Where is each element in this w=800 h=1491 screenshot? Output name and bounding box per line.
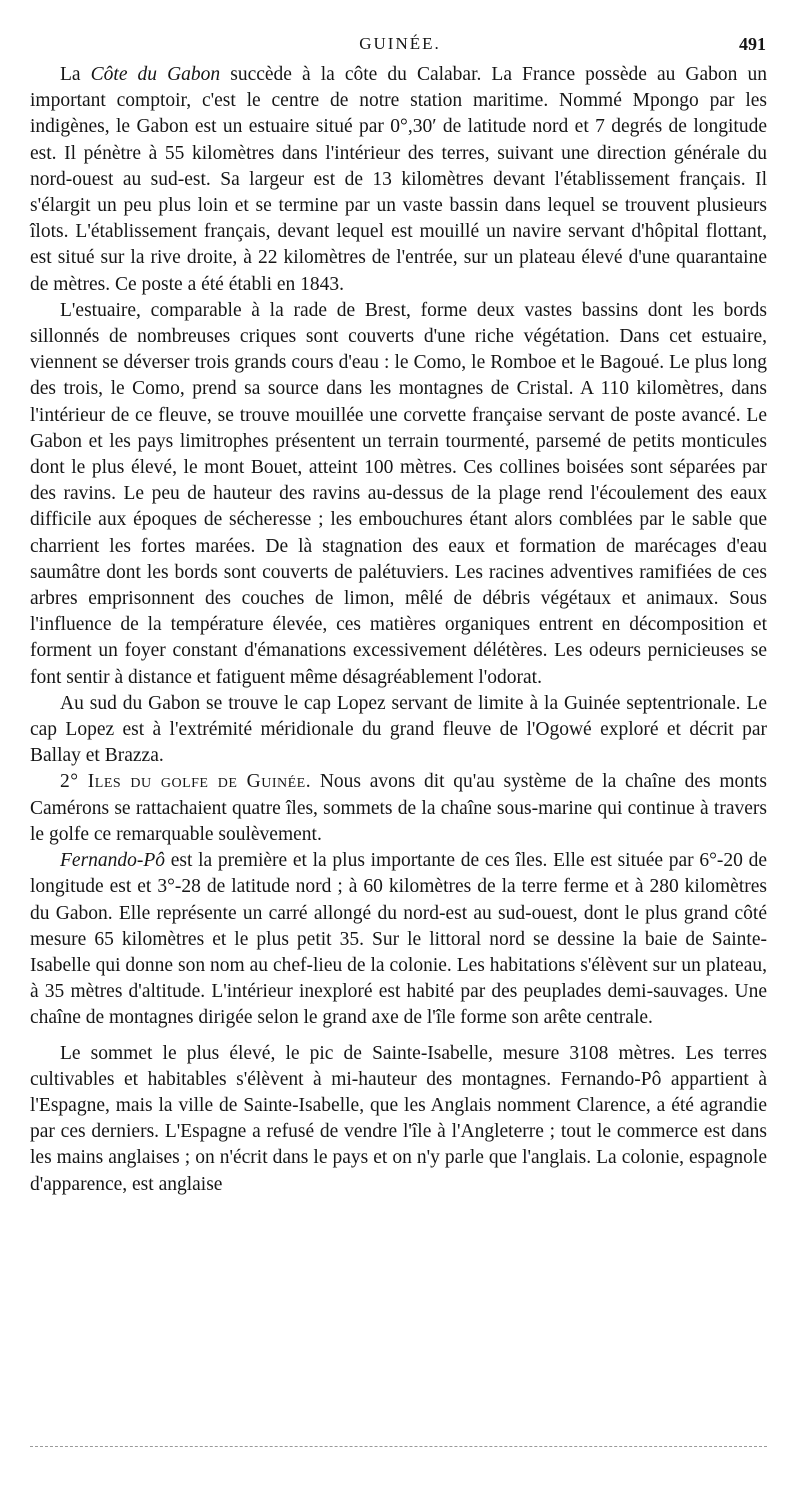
paragraph-fernando-po (30, 848, 767, 1031)
paragraph-cote-du-gabon (30, 62, 767, 298)
bottom-rule (30, 1446, 767, 1447)
running-head (0, 32, 800, 56)
section-heading: 2° Iles du golfe de Guinée. (60, 771, 312, 793)
body-text (30, 62, 767, 1198)
paragraph-text: Au sud du Gabon se trouve le cap Lopez servant de limite à la Guinée septentrionale. Le cap Lopez est à l'extrémité méridionale du grand fleuve de l'Ogowé exploré et décrit par Ballay et Brazza. (30, 692, 767, 767)
place-name-fernando-po: Fernando-Pô (60, 850, 166, 872)
paragraph-sommet (30, 1041, 767, 1198)
paragraph-cap-lopez (30, 691, 767, 770)
paragraph-text: succède à la côte du Calabar. La France possède au Gabon un important comptoir, c'est le centre de notre station maritime. Nommé Mpongo par les indigènes, le Gabon est un estuaire situé par 0°,30′ de latitude nord et 7 degrés de longitude est. Il pénètre à 55 kilomètres dans l'intérieur des terres, suivant une direction générale du nord-ouest au sud-est. Sa largeur est de 13 kilomètres devant l'établissement français. Il s'élargit un peu plus loin et se termine par un vaste bassin dans lequel se trouvent plusieurs îlots. L'établissement français, devant lequel est mouillé un navire servant d'hôpital flottant, est situé sur la rive droite, à 22 kilomètres de l'entrée, sur un plateau élevé d'une quarantaine de mètres. Ce poste a été établi en 1843. (30, 64, 767, 295)
page-number: 491 (739, 34, 766, 54)
paragraph-text: est la première et la plus importante de ces îles. Elle est située par 6°-20 de longitude est et 3°-28 de latitude nord ; à 60 kilomètres de la terre ferme et à 280 kilomètres du Gabon. Elle représente un carré allongé du nord-est au sud-ouest, dont le plus grand côté mesure 65 kilomètres et le plus petit 35. Sur le littoral nord se dessine la baie de Sainte-Isabelle qui donne son nom au chef-lieu de la colonie. Les habitations s'élèvent sur un plateau, à 35 mètres d'altitude. L'intérieur inexploré est habité par des peuplades demi-sauvages. Une chaîne de montagnes dirigée selon le grand axe de l'île forme son arête centrale. (30, 850, 767, 1029)
paragraph-iles-du-golfe (30, 769, 767, 848)
paragraph-text: L'estuaire, comparable à la rade de Brest, forme deux vastes bassins dont les bords sillonnés de nombreuses criques sont couverts d'une riche végétation. Dans cet estuaire, viennent se déverser trois grands cours d'eau : le Como, le Romboe et le Bagoué. Le plus long des trois, le Como, prend sa source dans les montagnes de Cristal. A 110 kilomètres, dans l'intérieur de ce fleuve, se trouve mouillée une corvette française servant de poste avancé. Le Gabon et les pays limitrophes présentent un terrain tourmenté, parsemé de petits monticules dont le plus élevé, le mont Bouet, atteint 100 mètres. Ces collines boisées sont séparées par des ravins. Le peu de hauteur des ravins au-dessus de la plage rend l'écoulement des eaux difficile aux époques de sécheresse ; les embouchures étant alors comblées par le sable que charrient les fortes marées. De là stagnation des eaux et formation de marécages d'eau saumâtre dont les bords sont couverts de palétuviers. Les racines adventives ramifiées de ces arbres emprisonnent des couches de limon, mêlé de débris végétaux et animaux. Sous l'influence de la température élevée, ces matières organiques entrent en décomposition et forment un foyer constant d'émanations excessivement délétères. Les odeurs pernicieuses se font sentir à distance et fatiguent même désagréablement l'odorat. (30, 299, 767, 688)
running-title: GUINÉE. (359, 34, 441, 53)
paragraph-estuaire (30, 298, 767, 691)
place-name-cote-du-gabon: Côte du Gabon (90, 64, 221, 85)
paragraph-lead-prefix: La (60, 64, 91, 85)
paragraph-text: Le sommet le plus élevé, le pic de Sainte-Isabelle, mesure 3108 mètres. Les terres cultivables et habitables s'élèvent à mi-hauteur des montagnes. Fernando-Pô appartient à l'Espagne, mais la ville de Sainte-Isabelle, que les Anglais nomment Clarence, a été agrandie par ces derniers. L'Espagne a refusé de vendre l'île à l'Angleterre ; tout le commerce est dans les mains anglaises ; on n'écrit dans le pays et on n'y parle que l'anglais. La colonie, espagnole d'apparence, est anglaise (30, 1042, 767, 1195)
paragraph-text: Nous avons dit qu'au système de la chaîne des monts Camérons se rattachaient quatre îles, sommets de la chaîne sous-marine qui continue à travers le golfe ce remarquable soulèvement. (30, 771, 767, 845)
